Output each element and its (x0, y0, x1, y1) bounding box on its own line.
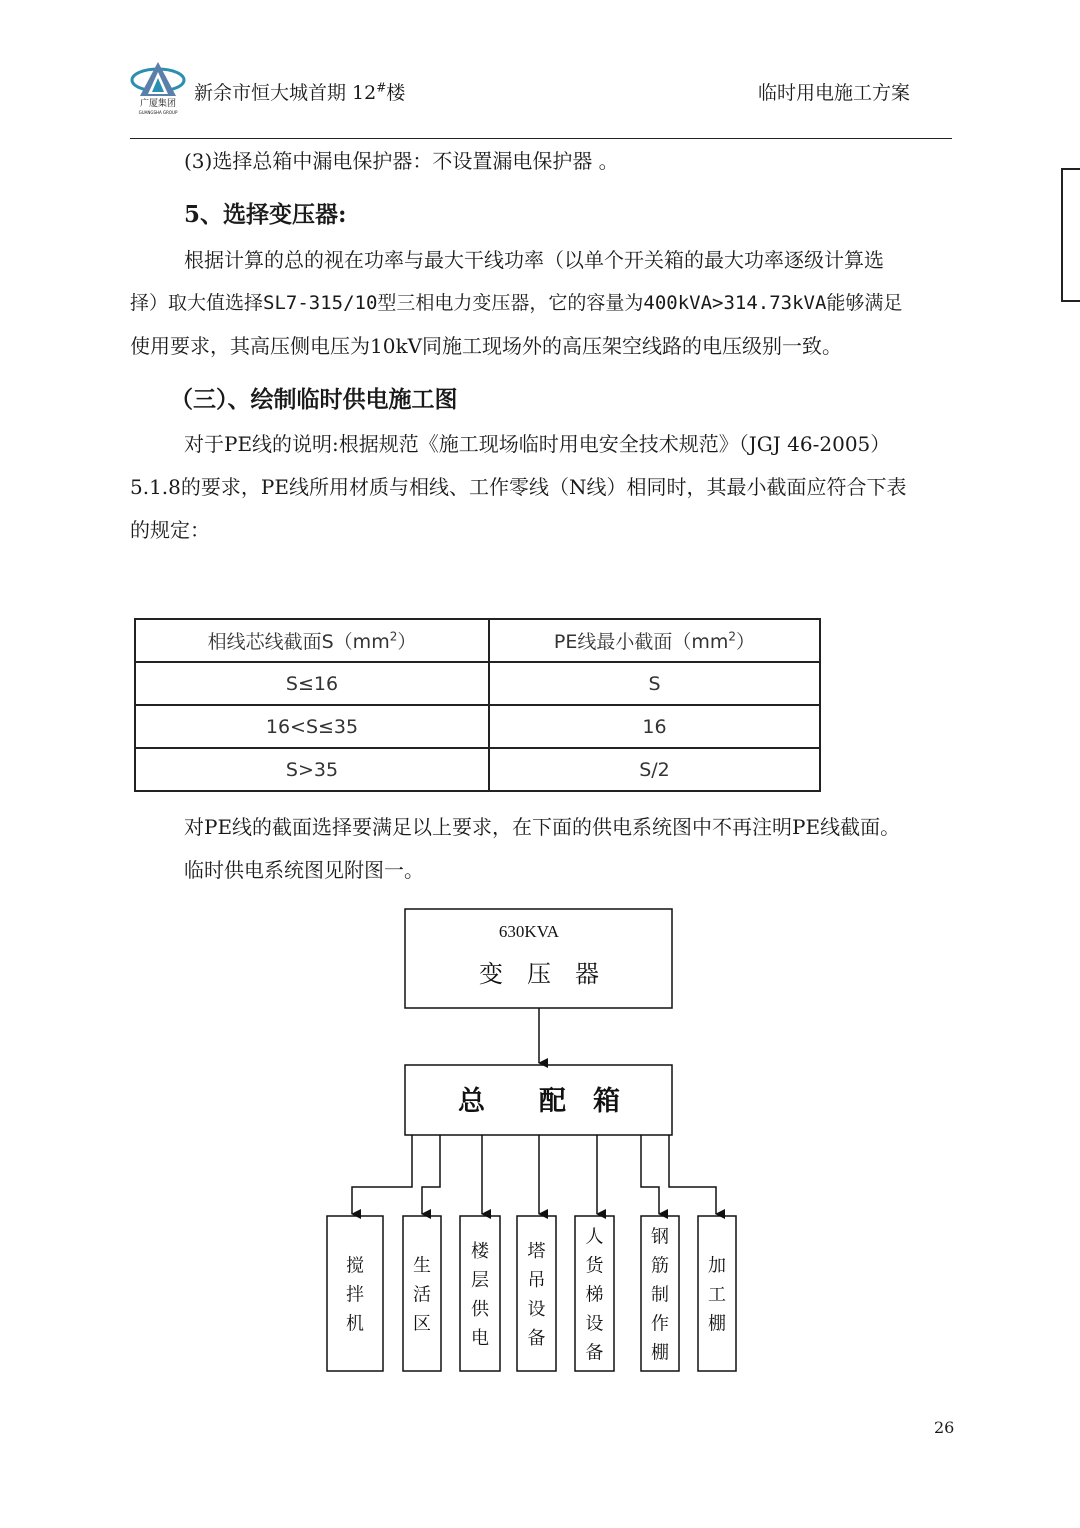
table-cell: 16 (489, 705, 820, 748)
branch-connector (669, 1135, 716, 1214)
page-number: 26 (934, 1418, 955, 1437)
branch-label-char: 供 (471, 1299, 489, 1320)
branch-label-char: 钢 (651, 1226, 669, 1248)
document-title: 临时用电施工方案 (758, 82, 911, 104)
branch-connector (641, 1135, 659, 1214)
paragraph-after-table-line2: 临时供电系统图见附图一。 (184, 858, 424, 882)
branch-label-char: 机 (346, 1313, 364, 1335)
transformer-label: 变 压 器 (479, 960, 599, 988)
branch-label-char: 棚 (708, 1313, 726, 1335)
branch-boxes (327, 1216, 736, 1371)
branch-connector (352, 1135, 412, 1214)
table-cell: S (489, 662, 820, 705)
branch-label-char: 备 (527, 1328, 546, 1349)
paragraph-after-table-line1: 对PE线的截面选择要满足以上要求，在下面的供电系统图中不再注明PE线截面。 (184, 815, 901, 839)
logo-text: 广厦集团 (139, 99, 177, 109)
table-cell: S>35 (135, 748, 489, 791)
branch-label-char: 塔 (527, 1241, 546, 1262)
branch-label-char: 工 (708, 1284, 726, 1306)
branch-connector (422, 1135, 440, 1214)
main-box-label: 总 配 箱 (458, 1086, 620, 1117)
paragraph-transformer-line2: 择）取大值选择SL7-315/10型三相电力变压器，它的容量为400kVA>314.73kVA能够满足 (130, 292, 903, 314)
branch-label-char: 活 (413, 1284, 431, 1306)
table-header-cell: 相线芯线截面$S(mm^2)$ (135, 619, 489, 662)
paragraph-pe-line3: 的规定： (130, 518, 210, 542)
branch-label-char: 楼 (471, 1241, 489, 1262)
branch-label-char: 设 (585, 1313, 604, 1335)
branch-label-char: 生 (413, 1255, 431, 1277)
branch-label-char: 吊 (527, 1270, 546, 1291)
project-title: 新余市恒大城首期 12#楼 (194, 80, 406, 104)
table-cell: 16<S≤35 (135, 705, 489, 748)
branch-label-char: 设 (527, 1299, 546, 1320)
heading-select-transformer: 5、选择变压器: (184, 201, 347, 228)
paragraph-pe-line1: 对于PE线的说明:根据规范《施工现场临时用电安全技术规范》（JGJ 46-2005） (184, 432, 891, 456)
branch-label-char: 层 (471, 1270, 489, 1291)
branch-label-char: 棚 (651, 1342, 669, 1364)
branch-label-char: 人 (585, 1226, 604, 1248)
logo-subtext: GUANGSHA GROUP (138, 110, 178, 115)
branch-label-char: 制 (651, 1284, 669, 1306)
branch-label-char: 梯 (585, 1284, 604, 1306)
table-cell: S/2 (489, 748, 820, 791)
branch-label-char: 搅 (346, 1255, 364, 1277)
branch-label-char: 电 (471, 1328, 489, 1349)
paragraph-pe-line2: 5.1.8的要求，PE线所用材质与相线、工作零线（N线）相同时，其最小截面应符合下表 (130, 475, 907, 499)
branch-label-char: 区 (413, 1313, 431, 1335)
branch-label-char: 备 (585, 1342, 604, 1364)
branch-label-char: 作 (651, 1313, 669, 1335)
table-header-cell: PE线最小截面$(mm^2)$ (489, 619, 820, 662)
branch-connectors (352, 1135, 716, 1214)
table-cell: S≤16 (135, 662, 489, 705)
transformer-capacity: 630KVA (498, 922, 560, 941)
rcd-selection-line: (3)选择总箱中漏电保护器：不设置漏电保护器 。 (184, 149, 619, 173)
branch-label-char: 筋 (651, 1255, 669, 1277)
heading-draw-supply-plan: （三）、绘制临时供电施工图 (170, 386, 458, 413)
paragraph-transformer-line1: 根据计算的总的视在功率与最大干线功率（以单个开关箱的最大功率逐级计算选 (184, 248, 884, 272)
branch-label-char: 拌 (346, 1284, 364, 1306)
branch-label-char: 货 (585, 1255, 604, 1277)
branch-label-char: 加 (708, 1255, 726, 1277)
paragraph-transformer-line3: 使用要求，其高压侧电压为10kV同施工现场外的高压架空线路的电压级别一致。 (130, 334, 843, 358)
